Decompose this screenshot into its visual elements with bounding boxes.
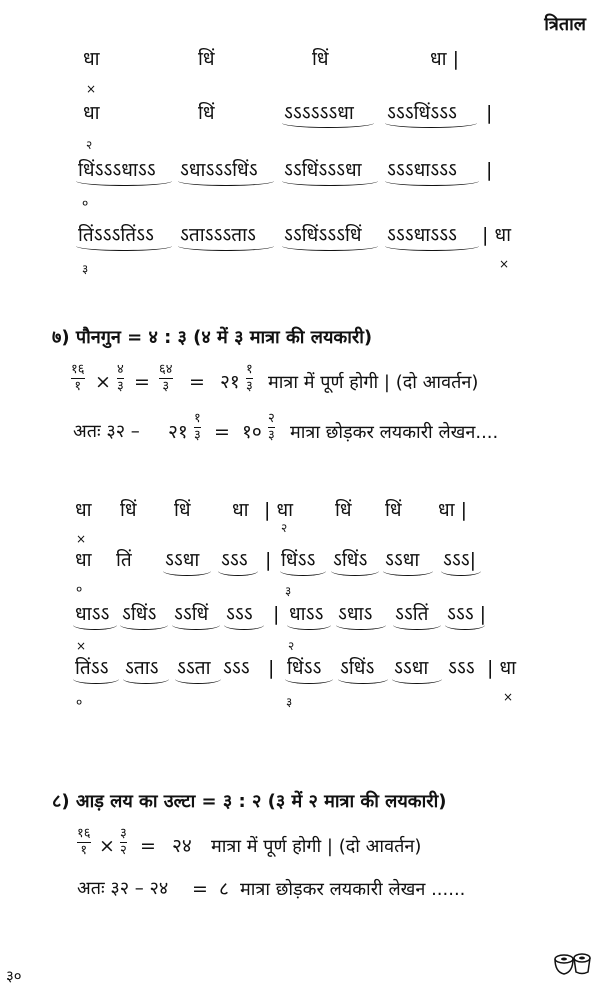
bol-group: धाऽऽ [75,603,110,625]
bol: धा [83,48,100,70]
section-7-heading: ७) पौनगुन = ४ : ३ (४ में ३ मात्रा की लयकारी) [52,327,373,348]
khali-mark: ० [76,582,83,596]
bol-group: ऽऽऽधिंऽऽऽ [387,102,457,124]
bar-line: | [265,549,272,571]
khali-mark: ० [82,196,89,210]
taali-mark: २ [288,639,295,653]
mixed-whole: २१ [168,421,188,443]
slur [392,674,442,684]
bol-group: ऽऽऽधाऽऽऽ [387,224,457,246]
bol-group: ऽऽतिं [395,603,429,625]
bar-line: | [268,657,275,679]
slur [163,566,211,576]
bol-group: धाऽऽ [289,603,324,625]
fraction: ३ २ [120,826,127,858]
slur [287,620,331,630]
bol-group: ऽऽधा [394,657,429,679]
slur [224,620,264,630]
bol: धिं [120,499,137,521]
slur [331,566,379,576]
equation-lead: अतः ३२ – २४ [77,878,169,899]
mixed-whole: १० [242,421,262,443]
bol-group: ऽऽधा [165,549,200,571]
fraction: १६ १ [71,362,85,394]
bol-group: ऽधिंऽ [340,657,375,679]
bol-group: धिंऽऽ [287,657,322,679]
taali-mark: ३ [82,262,89,276]
bol: धिं [198,48,215,70]
bol-group: ऽऽधा [385,549,420,571]
slur [172,620,220,630]
bar-line: | [486,159,493,181]
sam-mark: × [76,532,87,546]
slur [338,674,388,684]
bol: धा | [430,48,460,70]
page-header-title: त्रिताल [544,14,586,35]
fraction: ६४ ३ [159,362,173,394]
bol-group: ऽऽता [177,657,211,679]
bar-line: | [273,603,280,625]
slur [282,176,378,186]
equation-text: मात्रा छोड़कर लयकारी लेखन ...... [240,879,466,900]
slur [123,674,169,684]
slur [73,674,119,684]
bol-group: ऽऽऽ| [443,549,477,571]
bol-group: ऽधिंऽ [122,603,157,625]
equation-text: मात्रा में पूर्ण होगी | (दो आवर्तन) [268,372,479,393]
slur [218,566,258,576]
bol-group: ऽधाऽऽऽधिंऽ [180,159,258,181]
sam-mark: × [86,82,97,96]
fraction: १६ १ [77,826,91,858]
page-number: ३० [6,967,22,985]
taali-mark: २ [86,138,93,152]
times-sign: × [95,371,111,393]
equals-sign: = [189,371,205,393]
bol: धिं [385,499,402,521]
fraction: १ ३ [194,411,201,443]
bol: धा [232,499,249,521]
slur [73,620,117,630]
bol-group: ऽताऽऽऽताऽ [180,224,256,246]
bol-group: ऽऽऽ | [447,603,487,625]
bar-line: | [486,102,493,124]
equals-sign: = [140,835,156,857]
khali-mark: ० [76,695,83,709]
slur [385,241,479,251]
taali-mark: ३ [286,695,293,709]
equation-value: ८ [219,878,229,900]
bol-group: ऽऽऽ [448,657,475,679]
bar-line: | धा [482,224,512,246]
slur [178,176,274,186]
taali-mark: ३ [285,584,292,598]
bol-group: ऽऽऽधाऽऽऽ [387,159,457,181]
bol-group: ऽऽधिंऽऽऽधा [284,159,362,181]
times-sign: × [99,835,115,857]
fraction: ४ ३ [117,362,124,394]
mixed-whole: २१ [220,371,240,393]
fraction: २ ३ [268,411,275,443]
bol-group: ऽधिंऽ [333,549,368,571]
bol-group: ऽऽधिंऽऽऽधिं [284,224,362,246]
equation-text: मात्रा छोड़कर लयकारी लेखन.... [290,422,499,443]
bol-group: ऽऽऽ [226,603,253,625]
bol: तिं [116,549,132,571]
section-8-heading: ८) आड़ लय का उल्टा = ३ : २ (३ में २ मात्रा की लयकारी) [52,791,447,812]
bol-group: ऽधाऽ [338,603,373,625]
slur [282,241,378,251]
slur [282,118,374,128]
bol: धा [75,499,92,521]
bol-group: धिंऽऽ [281,549,316,571]
slur [285,674,333,684]
bol: धिं [174,499,191,521]
slur [385,118,477,128]
slur [76,176,172,186]
bar-line: | धा [487,657,517,679]
bol: धिं [198,102,215,124]
bol-group: तिंऽऽ [75,657,109,679]
slur [120,620,168,630]
taali-mark: २ [281,521,288,535]
fraction: १ ३ [246,362,253,394]
equation-text: मात्रा में पूर्ण होगी | (दो आवर्तन) [211,836,422,857]
slur [383,566,433,576]
bol: धिं [335,499,352,521]
bol-group: धिंऽऽऽधाऽऽ [78,159,156,181]
bol-group: ऽऽऽ [223,657,250,679]
bol-group: ऽताऽ [125,657,159,679]
bol-group: तिंऽऽऽतिंऽऽ [78,224,154,246]
slur [280,566,326,576]
equals-sign: = [214,421,230,443]
slur [178,241,274,251]
slur [175,674,221,684]
bol-group: ऽऽऽऽऽऽधा [284,102,354,124]
slur [336,620,386,630]
bol: धा | [438,499,468,521]
bol: | धा [264,499,294,521]
sam-mark: × [499,257,510,271]
slur [393,620,441,630]
bol-group: ऽऽऽ [221,549,248,571]
equals-sign: = [192,878,208,900]
bol: धा [83,102,100,124]
equation-value: २४ [172,835,192,857]
equation-lead: अतः ३२ – [73,421,140,442]
equals-sign: = [134,371,150,393]
bol: धिं [312,48,329,70]
slur [385,176,479,186]
slur [441,566,481,576]
sam-mark: × [503,690,514,704]
sam-mark: × [76,639,87,653]
slur [76,241,172,251]
slur [445,620,485,630]
bol: धा [75,549,92,571]
tabla-icon [553,952,593,978]
bol-group: ऽऽधिं [174,603,209,625]
